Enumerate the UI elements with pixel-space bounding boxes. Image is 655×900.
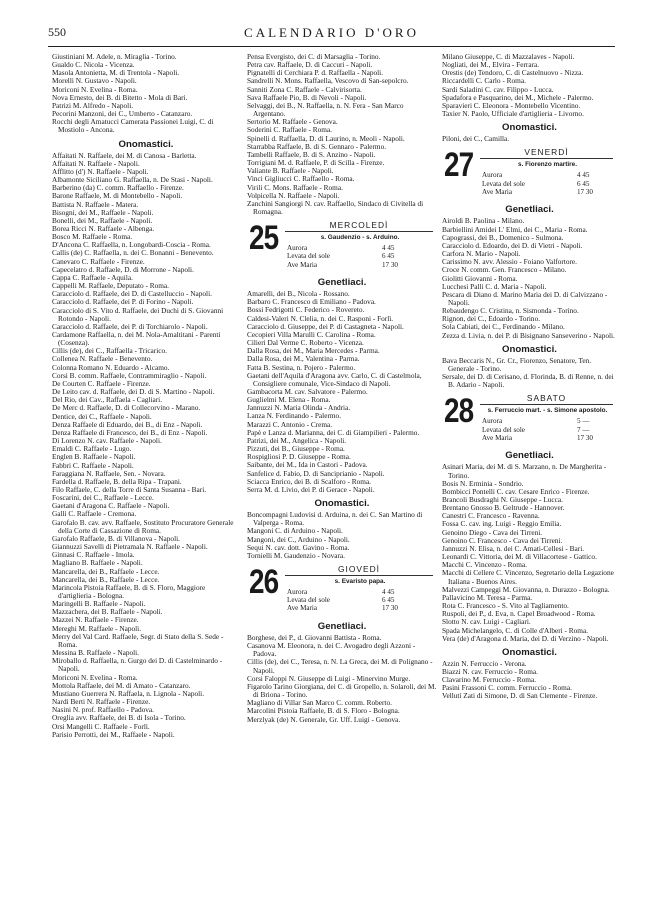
section-heading: Onomastici. — [502, 122, 557, 134]
register-entry: Marazzi C. Antonio - Crema. — [247, 419, 333, 429]
section-heading: Onomastici. — [502, 646, 557, 658]
weekday-name: MERCOLEDÌ — [329, 220, 389, 231]
register-entry: Mazzachera, dei B. Raffaele - Napoli. — [52, 607, 163, 617]
register-entry: Macchi di Cellere C. Vincenzo, Segretario della Legazione Italiana - Buenos Aires. — [442, 568, 614, 586]
day-rule — [480, 158, 613, 159]
register-entry: Borghese, dei P., d. Giovanni Battista - Roma. — [247, 632, 382, 642]
register-entry: Bosis N. Erminia - Sondrio. — [442, 478, 524, 488]
register-entry: Affaitati N. Raffaele, dei M. di Canosa - Barletta. — [52, 150, 197, 160]
sun-times-row — [482, 171, 590, 180]
register-entry: Filo Raffaele, C. della Torre di Santa Susanna - Bari. — [52, 484, 207, 494]
register-entry: Mazzei N. Raffaele - Firenze. — [52, 615, 139, 625]
register-entry: De Merc d. Raffaele, D. di Collecorvino - Marano. — [52, 403, 201, 413]
register-entry: Canestri C. Francesco - Ravenna. — [442, 511, 540, 521]
register-entry: Oreglia avv. Raffaele, dei B. di Isola - Torino. — [52, 713, 186, 723]
register-entry: Taxier N. Paolo, Ufficiale d'artiglieria - Livorno. — [442, 109, 584, 119]
register-entry: Pescara di Diano d. Marino Maria dei D. di Calvizzano - Napoli. — [442, 289, 608, 307]
day-header-block — [247, 221, 437, 273]
register-entry: Croce N. comm. Gen. Francesco - Milano. — [442, 265, 567, 275]
register-entry: Fabbri C. Raffaele - Napoli. — [52, 460, 134, 470]
sun-times-value: 6 45 — [382, 252, 395, 261]
day-header-block — [442, 148, 617, 200]
register-entry: Fardella d. Raffaele, B. della Ripa - Trapani. — [52, 476, 182, 486]
register-entry: Canevaro C. Raffaele - Firenze. — [52, 256, 145, 266]
day-number: 27 — [444, 146, 474, 185]
sun-times-row — [482, 417, 590, 426]
register-entry: Pensa Evergisto, dei C. di Marsaglia - Torino. — [247, 52, 381, 61]
register-entry: Starrabba Raffaele, B. di S. Gennaro - Palermo. — [247, 141, 387, 151]
register-entry: Brentano Gnosso B. Geltrude - Hannover. — [442, 503, 565, 513]
register-entry: Volpicella N. Raffaele - Napoli. — [247, 190, 340, 200]
register-entry: Gualdo C. Nicola - Vicenza. — [52, 60, 135, 70]
day-header-block — [247, 562, 437, 617]
register-entry: Dalla Rosa, dei M., Maria Mercedes - Parma. — [247, 346, 380, 356]
register-entry: Fatta B. Sestina, n. Pojero - Palermo. — [247, 362, 356, 372]
register-entry: Figarolo Tarino Giorgiana, dei C. di Gropello, n. Solaroli, dei M. di Briona - Torino. — [247, 681, 437, 700]
sun-times-value: 17 30 — [382, 260, 398, 269]
sun-times-label: Ave Maria — [482, 187, 513, 196]
register-entry: Zezza d. Livia, n. dei P. di Bisignano Sanseverino - Napoli. — [442, 330, 615, 340]
saint-of-day: s. Gaudenzio - s. Arduino. — [320, 234, 400, 242]
register-entry: Gaetani dell'Aquila d'Aragona avv. Carlo, C. di Castelmola, Consigliere comunale, Vice-Sindaco di Napoli. — [247, 370, 422, 388]
register-entry: Ruspoli, dei P., d. Eva, n. Capel Broadwood - Roma. — [442, 609, 596, 619]
register-entry: Garofalo B. cav. avv. Raffaele, Sostituto Procuratore Generale della Corte di Cassazione di Roma. — [52, 517, 234, 535]
column-middle — [247, 53, 437, 724]
register-entry: Sersale, dei D. di Cerisano, d. Florinda, B. di Renne, n. dei B. Adario - Napoli. — [442, 372, 614, 390]
register-entry: Pallavicino M. Teresa - Parma. — [442, 592, 533, 602]
sun-times-label: Levata del sole — [482, 425, 525, 434]
sun-times-row — [287, 252, 395, 261]
register-entry: Bombicci Pontelli C. cav. Cesare Enrico - Firenze. — [442, 486, 590, 496]
sun-times-value: 6 45 — [382, 596, 395, 605]
register-entry: De Leito cav. d. Raffaele, dei D. di S. Martino - Napoli. — [52, 387, 215, 397]
weekday-name: SABATO — [526, 393, 567, 404]
sun-times-table — [287, 244, 398, 269]
register-entry: Garofalo Raffaele, B. di Villanova - Napoli. — [52, 533, 180, 543]
sun-times-label: Ave Maria — [482, 433, 513, 442]
register-entry: Mangoni, dei C., Arduino - Napoli. — [247, 534, 350, 544]
day-number: 26 — [249, 562, 279, 601]
register-entry: Fossa C. cav. ing. Luigi - Reggio Emilia. — [442, 519, 562, 529]
register-entry: Asinari Maria, dei M. di S. Marzano, n. De Margherita - Torino. — [442, 462, 607, 480]
register-entry: Spinelli d. Raffaella, D. di Laurino, n. Meoli - Napoli. — [247, 133, 405, 143]
register-entry: Selvaggi, dei B., N. Raffaella, n. N. Fera - San Marco Argentano. — [247, 100, 404, 119]
register-entry: Spada Michelangelo, C. di Colle d'Alberi - Roma. — [442, 625, 589, 635]
register-entry: Bossi Fedrigotti C. Federico - Rovereto. — [247, 305, 365, 315]
register-entry: Englen B. Raffaele - Napoli. — [52, 452, 136, 462]
register-entry: Petra cav. Raffaele, D. di Caccuri - Napoli. — [247, 60, 373, 70]
register-entry: Collenea N. Raffaele - Benevento. — [52, 354, 153, 364]
day-rule — [480, 404, 613, 405]
sun-times-value: 17 30 — [577, 433, 593, 442]
register-entry: Corsi B. comm. Raffaele, Contrammiraglio - Napoli. — [52, 370, 207, 380]
sun-times-table — [482, 417, 593, 442]
register-entry: Barbaro C. Francesco di Emiliano - Padova. — [247, 297, 376, 307]
sun-times-table — [287, 587, 398, 613]
register-entry: Airoldi B. Paolina - Milano. — [442, 216, 525, 226]
register-entry: Nardi Berti N. Raffaele - Firenze. — [52, 697, 151, 707]
day-rule — [285, 231, 433, 232]
sun-times-value: 4 45 — [577, 171, 590, 180]
register-entry: Cappelli M. Raffaele, Deputato - Roma. — [52, 281, 169, 291]
register-entry: Caracciolo d. Giuseppe, dei P. di Castagneta - Napoli. — [247, 321, 404, 331]
running-title: CALENDARIO D'ORO — [244, 25, 419, 40]
register-entry: Amarelli, dei B., Nicola - Rossano. — [247, 289, 350, 299]
sun-times-row — [287, 260, 398, 269]
register-entry: Mancarella, dei B., Raffaele - Lecce. — [52, 574, 160, 584]
register-entry: Patrizi M. Alfredo - Napoli. — [52, 100, 134, 110]
register-entry: Gaetani d'Aragona C. Raffaele - Napoli. — [52, 501, 170, 511]
register-entry: Rospigliosi P. D. Giuseppe - Roma. — [247, 452, 351, 462]
register-entry: Carfora N. Mario - Napoli. — [442, 249, 521, 259]
register-entry: Dentice, dei C., Raffaele - Napoli. — [52, 411, 152, 421]
sun-times-label: Aurora — [287, 587, 308, 596]
register-entry: Rota C. Francesco - S. Vito al Tagliamento. — [442, 601, 569, 611]
register-entry: Magliano di Villar San Marco C. comm. Roberto. — [247, 698, 392, 708]
sun-times-label: Ave Maria — [287, 260, 318, 269]
section-heading: Onomastici. — [502, 343, 557, 355]
sun-times-value: 6 45 — [577, 179, 590, 188]
register-entry: Leonardi C. Vittoria, dei M. di Villacortese - Gattico. — [442, 552, 597, 562]
column-left — [52, 53, 240, 739]
register-entry: Vinci Gigliucci C. Raffaello - Roma. — [247, 174, 355, 184]
register-entry: Barberino (da) C. comm. Raffaello - Firenze. — [52, 183, 184, 193]
register-entry: Serra M. d. Livio, dei P. di Gerace - Napoli. — [247, 484, 375, 494]
register-entry: Pizzuti, dei B., Giuseppe - Roma. — [247, 444, 345, 454]
register-entry: Del Rio, dei Cav., Raffaela - Cagliari. — [52, 395, 163, 405]
day-number: 28 — [444, 392, 474, 431]
register-entry: Messina B. Raffaele - Napoli. — [52, 648, 139, 658]
register-entry: Mereghi M. Raffaele - Napoli. — [52, 623, 142, 633]
register-entry: Tambelli Raffaele, B. di S. Anzino - Napoli. — [247, 149, 376, 159]
register-entry: Orsi Mangelli C. Raffaele - Forlì. — [52, 721, 150, 731]
register-entry: Denza Raffaele di Eduardo, dei B., di Enz - Napoli. — [52, 419, 203, 429]
register-entry: Saibante, dei M., Ida in Castori - Padova. — [247, 460, 368, 470]
register-entry: Colonna Romano N. Eduardo - Alcamo. — [52, 362, 170, 372]
register-entry: Guglielmi M. Elena - Roma. — [247, 395, 331, 405]
register-entry: Borea Ricci N. Raffaele - Albenga. — [52, 223, 155, 233]
column-right — [442, 53, 617, 701]
sun-times-row — [287, 244, 395, 253]
sun-times-label: Levata del sole — [287, 596, 330, 605]
register-entry: Rocchi degli Amatucci Camerata Passionei Luigi, C. di Mostiolo - Ancona. — [52, 117, 214, 135]
register-entry: Milano Giuseppe, C. di Mazzalaves - Napoli. — [442, 52, 575, 61]
register-entry: Rebaudengo C. Cristina, n. Sismonda - Torino. — [442, 306, 579, 316]
register-entry: Virili C. Mons. Raffaele - Roma. — [247, 182, 343, 192]
register-entry: Sciacca Enrico, dei B. di Scalforo - Roma. — [247, 476, 372, 486]
sun-times-table — [482, 171, 593, 196]
register-entry: Merry del Val Card. Raffaele, Segr. di Stato della S. Sede - Roma. — [52, 631, 224, 649]
register-entry: Malvezzi Campeggi M. Giovanna, n. Durazzo - Bologna. — [442, 584, 610, 594]
register-entry: Masola Antonietta, M. di Trentola - Napoli. — [52, 68, 180, 78]
register-entry: Rignon, dei C., Edoardo - Torino. — [442, 314, 541, 324]
register-entry: Casanova M. Eleonora, n. dei C. Avogadro degli Azzoni - Padova. — [247, 641, 416, 659]
register-entry: Sanfelice d. Fabio, D. di Sanciprianio - Napoli. — [247, 468, 385, 478]
register-entry: Clavarino M. Ferruccio - Roma. — [442, 675, 537, 685]
register-entry: Emaldi C. Raffaele - Lugo. — [52, 444, 132, 454]
register-entry: Bava Beccaris N., Gr. Cr., Fiorenzo, Senatore, Ten. Generale - Torino. — [442, 355, 592, 373]
register-entry: Zanchini Sangiorgi N. cav. Raffaello, Sindaco di Civitella di Romagna. — [247, 198, 424, 216]
register-entry: Caracciolo d. Raffaele, dei P. di Torchiarolo - Napoli. — [52, 321, 208, 331]
sun-times-row — [482, 179, 590, 188]
register-entry: Afflitto (d') N. Raffaele - Napoli. — [52, 166, 149, 176]
register-entry: Denza Raffaele di Francesco, dei B., di Enz - Napoli. — [52, 427, 208, 437]
header-rule — [48, 46, 615, 47]
register-entry: Cillis (de), dei C., Raffaella - Tricarico. — [52, 346, 167, 356]
register-entry: Merzlyak (de) N. Generale, Gr. Uff. Luigi - Genova. — [247, 714, 401, 724]
sun-times-row — [482, 425, 590, 434]
sun-times-row — [287, 587, 395, 596]
sun-times-value: 17 30 — [577, 187, 593, 196]
register-entry: Lanza N. Ferdinando - Palermo. — [247, 411, 342, 421]
day-rule — [285, 575, 433, 576]
register-entry: Sola Cabiati, dei C., Ferdinando - Milano. — [442, 322, 565, 332]
register-entry: D'Ancona C. Raffaella, n. Longobardi-Coscia - Roma. — [52, 240, 211, 250]
register-entry: Dalla Rosa, dei M., Valentina - Parma. — [247, 354, 360, 364]
register-entry: Magliano B. Raffaele - Napoli. — [52, 558, 143, 568]
register-entry: Macchi C. Vincenzo - Roma. — [442, 560, 527, 570]
register-entry: Biazzi N. cav. Ferruccio - Roma. — [442, 666, 538, 676]
register-entry: Faraggiana N. Raffaele, Sen. - Novara. — [52, 468, 166, 478]
register-entry: De Courten C. Raffaele - Firenze. — [52, 378, 151, 388]
register-entry: Capecelatro d. Raffaele, D. di Morrone - Napoli. — [52, 264, 194, 274]
register-entry: Cardamone Raffaella, n. dei M. Nola-Amaltitani - Parenti (Cosenza). — [52, 330, 221, 348]
register-entry: Battista N. Raffaele - Matera. — [52, 199, 139, 209]
sun-times-label: Aurora — [287, 244, 308, 253]
register-entry: Maringelli B. Raffaele - Napoli. — [52, 599, 146, 609]
register-entry: Mangoni C. di Arduino - Napoli. — [247, 526, 343, 536]
page-header — [48, 25, 615, 43]
register-entry: Spadafora e Pasquarino, dei M., Michele - Palermo. — [442, 92, 594, 102]
register-entry: Bosco M. Raffaele - Roma. — [52, 232, 133, 242]
register-entry: Vellutí Zati di Simone, D. di San Clemente - Firenze. — [442, 691, 598, 701]
register-entry: Sanniti Zona C. Raffaele - Calvirisorta. — [247, 84, 362, 94]
register-entry: Parisio Perrotti, dei M., Raffaele - Napoli. — [52, 729, 175, 739]
register-entry: Callis (de) C. Raffaella, n. dei C. Bonanni - Benevento. — [52, 248, 214, 258]
sun-times-value: 17 30 — [382, 604, 398, 613]
register-entry: Marcolini Pistoia Raffaele, B. di S. Floro - Bologna. — [247, 706, 400, 716]
section-heading: Genetliaci. — [317, 620, 367, 632]
register-entry: Nogliati, dei M., Elvira - Ferrara. — [442, 60, 540, 70]
page-number: 550 — [48, 25, 66, 39]
register-entry: Caracciolo d. Raffaele, dei P. di Forino - Napoli. — [52, 297, 194, 307]
register-entry: Sequi N. cav. dott. Gavino - Roma. — [247, 542, 350, 552]
sun-times-label: Ave Maria — [287, 604, 318, 613]
register-entry: Giolitti Giovanni - Roma. — [442, 273, 518, 283]
register-entry: Pignatelli di Cerchiara P. d. Raffaella - Napoli. — [247, 68, 384, 78]
register-entry: Cilieri Dal Verme C. Roberto - Vicenza. — [247, 338, 364, 348]
register-entry: Brancoli Busdraghi N. Giuseppe - Lucca. — [442, 495, 563, 504]
register-entry: Ginnasi C. Raffaele - Imola. — [52, 550, 135, 560]
register-entry: Orestis (de) Tendoro, C. di Castelnuovo - Nizza. — [442, 68, 584, 78]
register-entry: Bonelli, dei M., Raffaele - Napoli. — [52, 215, 153, 225]
register-entry: Riccardelli C. Carlo - Roma. — [442, 76, 526, 86]
register-entry: Torrigiani M. d. Raffaele, P. di Scilla - Firenze. — [247, 158, 385, 168]
register-entry: Pecorini Manzoni, dei C., Umberto - Catanzaro. — [52, 109, 193, 119]
register-entry: Giustiniani M. Adele, n. Miraglia - Torino. — [52, 52, 177, 61]
register-entry: Corsi Faloppi N. Giuseppe di Luigi - Minervino Murge. — [247, 673, 411, 683]
register-entry: Mustiano Guerrera N. Raffaela, n. Lignola - Napoli. — [52, 688, 205, 698]
register-entry: Barone Raffaele, M. di Montebello - Napoli. — [52, 191, 183, 201]
day-header-block — [442, 394, 617, 446]
saint-of-day: s. Evaristo papa. — [334, 577, 386, 585]
saint-of-day: s. Fiorenzo martire. — [518, 161, 577, 169]
register-entry: Valiante B. Raffaele - Napoli. — [247, 166, 334, 176]
register-entry: Jannuzzi N. Maria Olinda - Andria. — [247, 403, 351, 413]
register-entry: Lucchesi Palli C. d. Maria - Napoli. — [442, 281, 547, 291]
register-entry: Nova Ernesto, dei B. di Bitetto - Mola di Bari. — [52, 92, 188, 102]
register-entry: Bisogni, dei M., Raffaele - Napoli. — [52, 207, 154, 217]
sun-times-row — [287, 596, 395, 605]
register-entry: Caracciolo di S. Vito d. Raffaele, dei Duchi di S. Giovanni Rotondo - Napoli. — [52, 305, 224, 323]
register-entry: Affaitati N. Raffaele - Napoli. — [52, 158, 140, 168]
register-entry: Pasini Frassoni C. comm. Ferruccio - Roma. — [442, 683, 572, 693]
register-entry: Cillis (de), dei C., Teresa, n. N. La Greca, dei M. di Polignano - Napoli. — [247, 657, 433, 675]
register-entry: Albamonte Siciliano G. Raffaella, n. De Stasi - Napoli. — [52, 175, 213, 185]
register-entry: Marincola Pistoia Raffaele, B. di S. Floro, Maggiore d'artiglieria - Bologna. — [52, 582, 206, 600]
register-entry: Morelli N. Gustavo - Napoli. — [52, 76, 137, 86]
register-entry: Sardi Saladini C. cav. Filippo - Lucca. — [442, 84, 554, 94]
register-entry: Moriconi N. Evelina - Roma. — [52, 672, 138, 682]
register-entry: Jannuzzi N. Elisa, n. dei C. Amati-Cellesi - Bari. — [442, 543, 585, 553]
register-entry: Sertorio M. Raffaele - Genova. — [247, 117, 338, 127]
sun-times-label: Levata del sole — [482, 179, 525, 188]
register-entry: Mancarella, dei B., Raffaele - Lecce. — [52, 566, 160, 576]
sun-times-label: Aurora — [482, 417, 503, 426]
section-heading: Genetliaci. — [317, 277, 367, 289]
register-entry: Cappa C. Raffaele - Aquila. — [52, 272, 133, 282]
register-entry: Barbiellini Amidei L' Elmi, dei C., Maria - Roma. — [442, 224, 588, 234]
register-entry: Vera (de) d'Aragona d. Maria, dei D. di Verzino - Napoli. — [442, 633, 609, 643]
sun-times-value: 4 45 — [382, 587, 395, 596]
register-entry: Piloni, dei C., Camilla. — [442, 134, 510, 144]
register-entry: Carissimo N. avv. Alessio - Foiano Valfortore. — [442, 257, 577, 267]
register-entry: Sparavieri C. Eleonora - Montebello Vicentino. — [442, 100, 581, 110]
register-entry: Slotto N. cav. Luigi - Cagliari. — [442, 617, 531, 627]
register-entry: Soderini C. Raffaele - Roma. — [247, 125, 332, 135]
sun-times-value: 4 45 — [382, 244, 395, 253]
sun-times-row — [482, 187, 593, 196]
register-entry: Tornielli M. Gaudenzio - Novara. — [247, 550, 345, 560]
register-entry: Galli C. Raffaele - Cremona. — [52, 509, 137, 519]
register-entry: Foscarini, dei C., Raffaele - Lecce. — [52, 493, 154, 503]
register-entry: Sava Raffaele Pio, B. di Nevoli - Napoli. — [247, 92, 367, 102]
register-entry: Genoino C. Francesco - Cava dei Tirreni. — [442, 535, 563, 545]
section-heading: Genetliaci. — [505, 450, 554, 462]
sun-times-label: Levata del sole — [287, 252, 330, 261]
register-entry: Capograssi, dei B., Domenico - Sulmona. — [442, 232, 564, 242]
day-number: 25 — [249, 219, 279, 258]
register-entry: Gambacorta M. cav. Salvatore - Palermo. — [247, 387, 368, 396]
sun-times-value: 7 — — [577, 425, 590, 434]
register-entry: Sandrelli N. Mons. Raffaella, Vescovo di San-sepolcro. — [247, 76, 409, 86]
register-entry: Caracciolo d. Raffaele, dei D. di Castelluccio - Napoli. — [52, 289, 212, 299]
weekday-name: GIOVEDÌ — [338, 563, 380, 574]
register-entry: Di Lorenzo N. cav. Raffaele - Napoli. — [52, 436, 162, 446]
register-entry: Moriconi N. Evelina - Roma. — [52, 84, 138, 94]
sun-times-row — [287, 604, 398, 613]
register-entry: Nasini N. prof. Raffaello - Padova. — [52, 705, 154, 715]
section-heading: Genetliaci. — [505, 204, 554, 216]
sun-times-value: 5 — — [577, 417, 590, 426]
section-heading: Onomastici. — [118, 138, 174, 150]
register-entry: Miroballo d. Raffaella, n. Gurgo dei D. di Castelminardo - Napoli. — [52, 656, 223, 674]
sun-times-label: Aurora — [482, 171, 503, 180]
saint-of-day: s. Ferruccio mart. - s. Simone apostolo. — [487, 407, 608, 415]
register-entry: Giannuzzi Savelli di Pietramala N. Raffaele - Napoli. — [52, 542, 208, 552]
register-entry: Caldesi-Valeri N. Clelia, n. dei C. Rasponi - Forlì. — [247, 313, 394, 323]
register-entry: Azzin N. Ferruccio - Verona. — [442, 658, 527, 668]
sun-times-row — [482, 433, 593, 442]
section-heading: Onomastici. — [314, 498, 370, 510]
register-entry: Cecopieri Villa Marulli C. Carolina - Roma. — [247, 329, 376, 339]
register-entry: Papè e Lanza d. Marianna, dei C. di Giampilieri - Palermo. — [247, 427, 420, 437]
register-entry: Genoino Diego - Cava dei Tirreni. — [442, 527, 543, 537]
register-entry: Caracciolo d. Edoardo, dei D. di Vietri - Napoli. — [442, 240, 583, 250]
register-entry: Boncompagni Ludovisi d. Arduina, n. dei C. San Martino di Valperga - Roma. — [247, 510, 423, 528]
weekday-name: VENERDÌ — [524, 147, 569, 158]
register-entry: Mottola Raffaele, dei M. di Amato - Catanzaro. — [52, 680, 191, 690]
register-entry: Patrizi, dei M., Angelica - Napoli. — [247, 435, 347, 445]
